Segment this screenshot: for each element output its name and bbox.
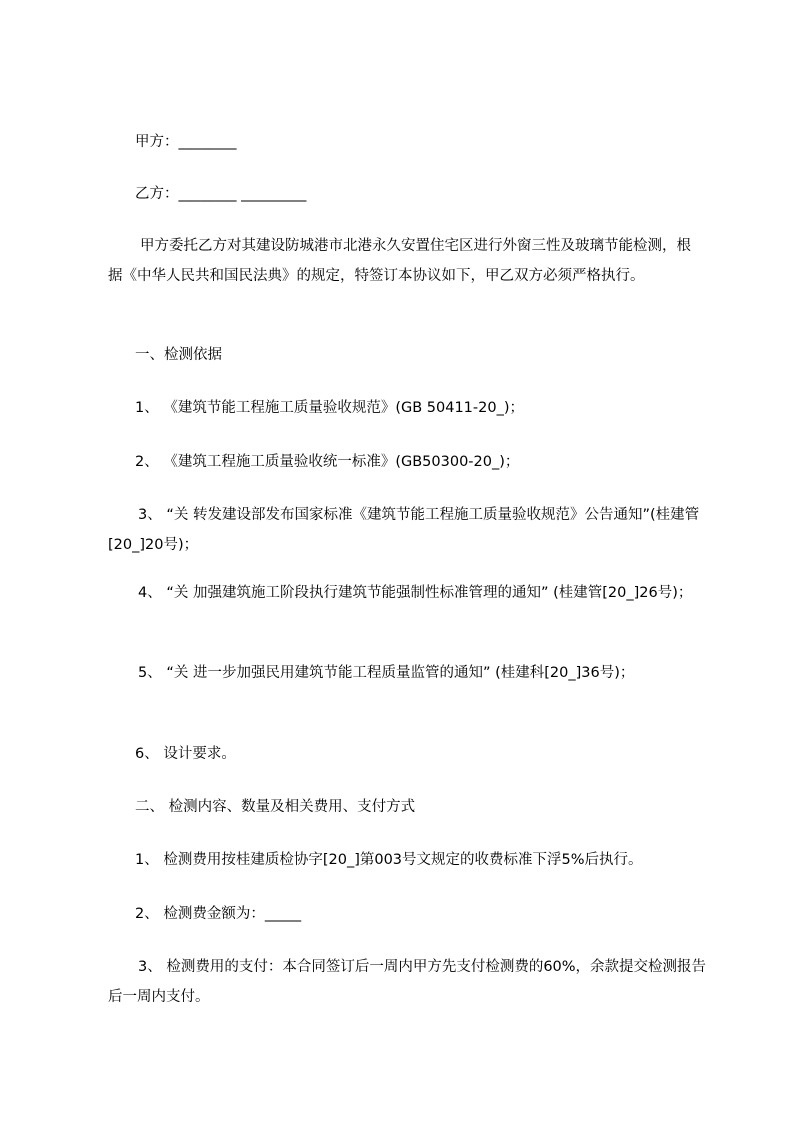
fee-item-2: 2、 检测费金额为：_____ <box>135 906 302 922</box>
intro-paragraph: 甲方委托乙方对其建设防城港市北港永久安置住宅区进行外窗三性及玻璃节能检测，根据《中华人民共和国民法典》的规定，特签订本协议如下，甲乙双方必须严格执行。 <box>108 238 691 284</box>
fee-item-1: 1、 检测费用按桂建质检协字[20_]第003号文规定的收费标准下浮5%后执行。 <box>135 852 643 868</box>
fee-item-3: 3、 检测费用的支付：本合同签订后一周内甲方先支付检测费的60%，余款提交检测报告后一周内支付。 <box>108 959 707 1005</box>
basis-item-1: 1、 《建筑节能工程施工质量验收规范》(GB 50411-20_)； <box>135 400 524 416</box>
basis-item-2: 2、 《建筑工程施工质量验收统一标准》(GB50300-20_)； <box>135 454 520 470</box>
section2-heading: 二、 检测内容、数量及相关费用、支付方式 <box>135 799 416 815</box>
section1-heading: 一、检测依据 <box>135 347 222 363</box>
party-b-line: 乙方：________ _________ <box>135 186 307 202</box>
basis-item-4: 4、 “关 加强建筑施工阶段执行建筑节能强制性标准管理的通知” (桂建管[20_]26号)； <box>138 585 693 601</box>
basis-item-5: 5、 “关 进一步加强民用建筑节能工程质量监管的通知” (桂建科[20_]36号)； <box>138 665 635 681</box>
basis-item-6: 6、 设计要求。 <box>135 746 236 762</box>
party-a-line: 甲方：________ <box>135 134 237 150</box>
basis-item-3: 3、 “关 转发建设部发布国家标准《建筑节能工程施工质量验收规范》公告通知”(桂建管[20_]20号)； <box>108 507 700 553</box>
